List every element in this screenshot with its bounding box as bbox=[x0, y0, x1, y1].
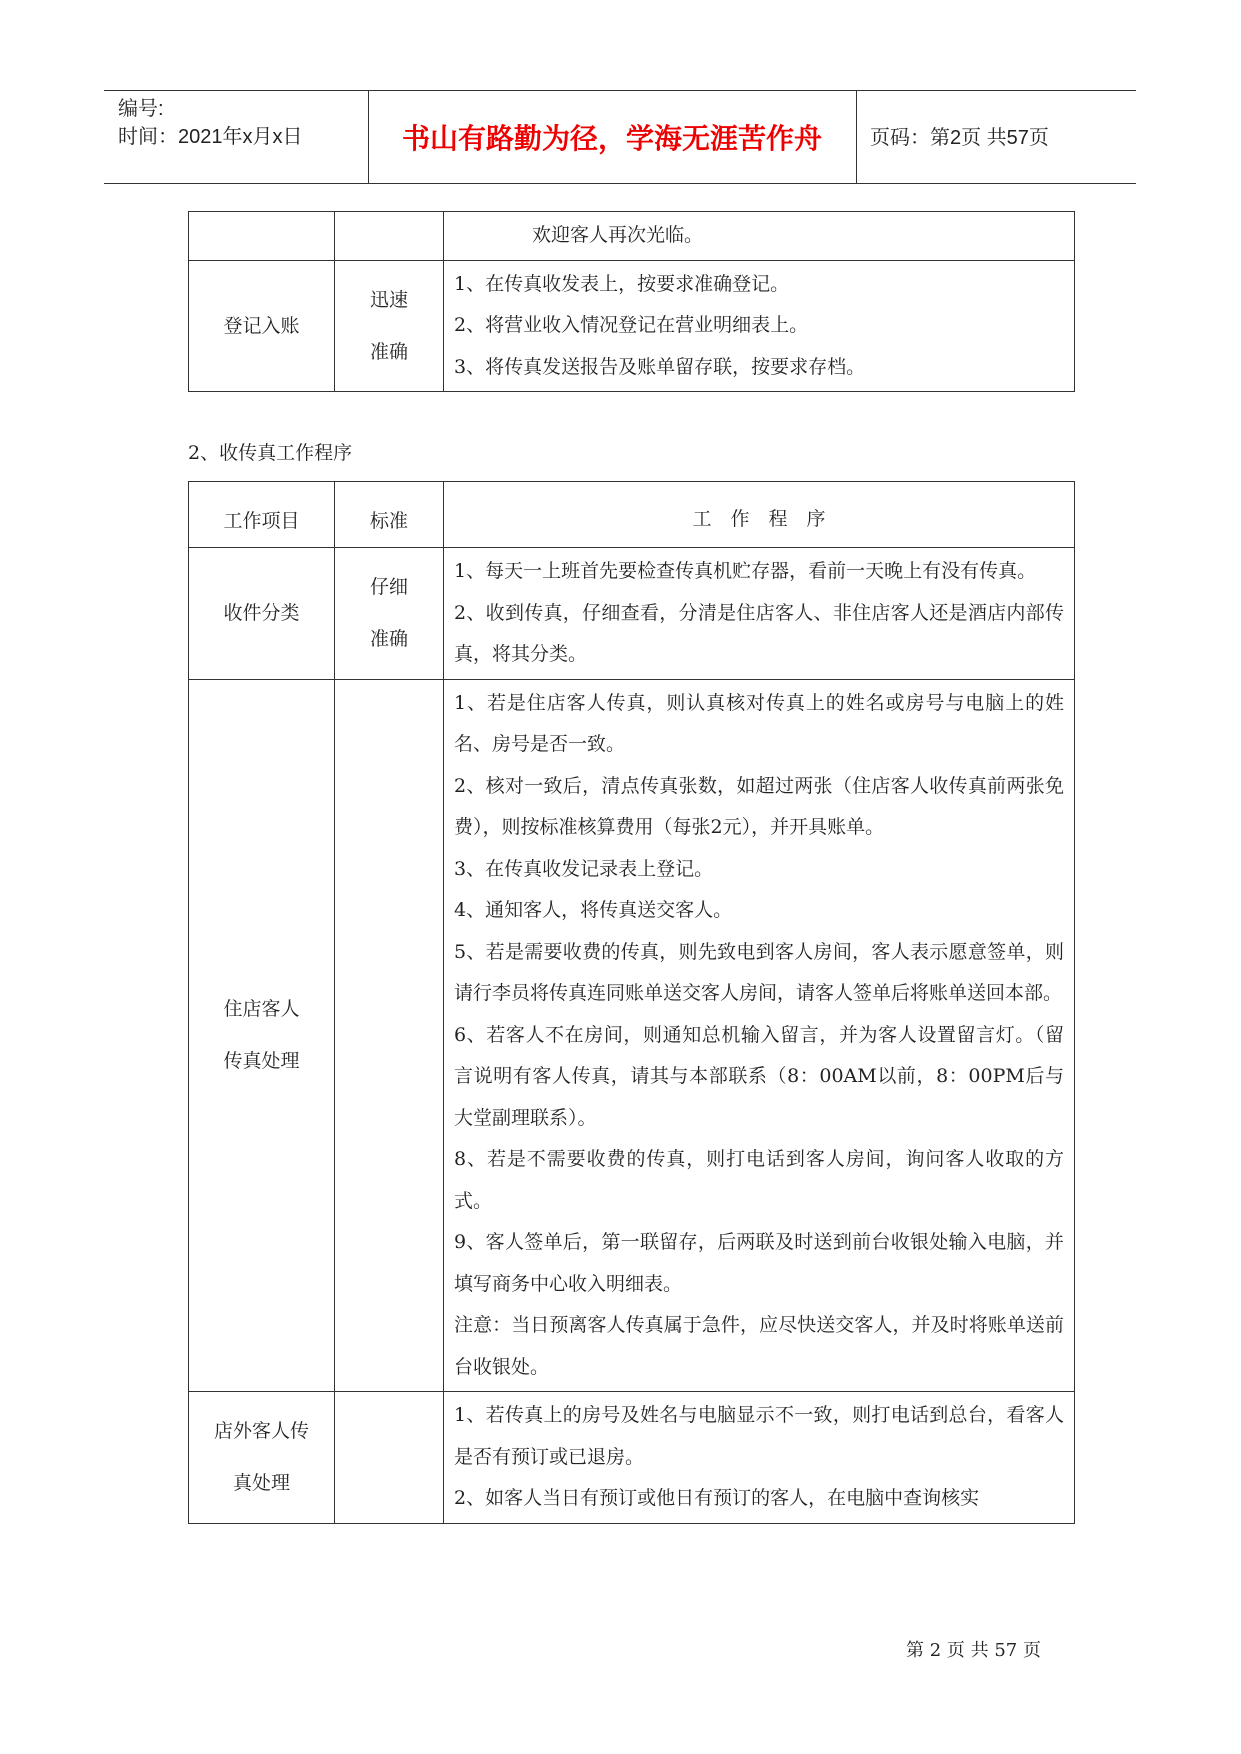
item-cell bbox=[189, 679, 335, 1392]
header-standard: 标准 bbox=[335, 482, 444, 548]
procedure-step: 8、若是不需要收费的传真，则打电话到客人房间，询问客人收取的方式。 bbox=[454, 1148, 1064, 1212]
table-row bbox=[189, 260, 1075, 392]
time-label: 时间：2021年x月x日 bbox=[118, 126, 303, 148]
page-footer: 第 2 页 共 57 页 bbox=[906, 1640, 1041, 1661]
procedure-step: 3、在传真收发记录表上登记。 bbox=[454, 857, 714, 880]
procedure-note: 注意：当日预离客人传真属于急件，应尽快送交客人，并及时将账单送前台收银处。 bbox=[454, 1314, 1064, 1378]
standard-line: 准确 bbox=[369, 340, 408, 363]
standard-cell bbox=[335, 1392, 444, 1524]
section-title: 2、收传真工作程序 bbox=[188, 442, 353, 464]
header-meta bbox=[118, 95, 303, 151]
header-motto: 书山有路勤为径，学海无涯苦作舟 bbox=[401, 122, 822, 155]
table-row bbox=[189, 1392, 1075, 1524]
procedure-step: 1、每天一上班首先要检查传真机贮存器，看前一天晚上有没有传真。 bbox=[454, 560, 1037, 582]
procedure-step: 2、将营业收入情况登记在营业明细表上。 bbox=[454, 314, 809, 336]
item-line: 住店客人 bbox=[223, 998, 300, 1021]
procedure-table-continued bbox=[188, 211, 1075, 392]
standard-cell bbox=[335, 679, 444, 1392]
procedure-cell bbox=[444, 548, 1075, 680]
item-cell bbox=[189, 1392, 335, 1524]
procedure-step: 欢迎客人再次光临。 bbox=[532, 224, 704, 246]
procedure-step: 3、将传真发送报告及账单留存联，按要求存档。 bbox=[454, 355, 866, 378]
item-cell: 登记入账 bbox=[189, 260, 335, 392]
item-cell bbox=[189, 212, 335, 261]
header-procedure: 工 作 程 序 bbox=[444, 482, 1075, 548]
page-header bbox=[104, 90, 1136, 184]
item-line: 真处理 bbox=[232, 1472, 290, 1495]
procedure-step: 4、通知客人，将传真送交客人。 bbox=[454, 899, 733, 921]
header-divider bbox=[856, 91, 857, 183]
standard-cell bbox=[335, 548, 444, 680]
table-header-row bbox=[189, 482, 1075, 548]
procedure-cell bbox=[444, 1392, 1075, 1524]
standard-cell bbox=[335, 260, 444, 392]
standard-line: 准确 bbox=[369, 628, 408, 651]
header-page-number: 页码：第2页 共57页 bbox=[870, 127, 1049, 149]
procedure-step: 5、若是需要收费的传真，则先致电到客人房间，客人表示愿意签单，则请行李员将传真连同账单送交客人房间，请客人签单后将账单送回本部。 bbox=[454, 940, 1064, 1004]
procedure-step: 1、若是住店客人传真，则认真核对传真上的姓名或房号与电脑上的姓名、房号是否一致。 bbox=[454, 691, 1064, 755]
header-item: 工作项目 bbox=[189, 482, 335, 548]
serial-label: 编号: bbox=[118, 98, 164, 120]
procedure-step: 2、核对一致后，清点传真张数，如超过两张（住店客人收传真前两张免费），则按标准核算费用（每张2元），并开具账单。 bbox=[454, 774, 1064, 838]
procedure-cell bbox=[444, 679, 1075, 1392]
procedure-step: 9、客人签单后，第一联留存，后两联及时送到前台收银处输入电脑，并填写商务中心收入明细表。 bbox=[454, 1231, 1064, 1295]
item-line: 传真处理 bbox=[223, 1050, 300, 1073]
procedure-cell bbox=[444, 260, 1075, 392]
standard-line: 仔细 bbox=[369, 576, 408, 599]
standard-line: 迅速 bbox=[369, 288, 408, 311]
procedure-step: 6、若客人不在房间，则通知总机输入留言，并为客人设置留言灯。（留言说明有客人传真，请其与本部联系（8：00AM以前，8：00PM后与大堂副理联系）。 bbox=[454, 1023, 1064, 1129]
item-line: 店外客人传 bbox=[213, 1420, 309, 1443]
procedure-cell bbox=[444, 212, 1075, 261]
procedure-step: 1、若传真上的房号及姓名与电脑显示不一致，则打电话到总台，看客人是否有预订或已退房。 bbox=[454, 1404, 1064, 1468]
receive-fax-procedure-table bbox=[188, 481, 1075, 1524]
procedure-step: 1、在传真收发表上，按要求准确登记。 bbox=[454, 272, 790, 295]
item-cell: 收件分类 bbox=[189, 548, 335, 680]
table-row bbox=[189, 679, 1075, 1392]
procedure-step: 2、收到传真，仔细查看，分清是住店客人、非住店客人还是酒店内部传真，将其分类。 bbox=[454, 601, 1064, 665]
table-row bbox=[189, 212, 1075, 261]
table-row bbox=[189, 548, 1075, 680]
procedure-step: 2、如客人当日有预订或他日有预订的客人，在电脑中查询核实 bbox=[454, 1487, 980, 1509]
standard-cell bbox=[335, 212, 444, 261]
